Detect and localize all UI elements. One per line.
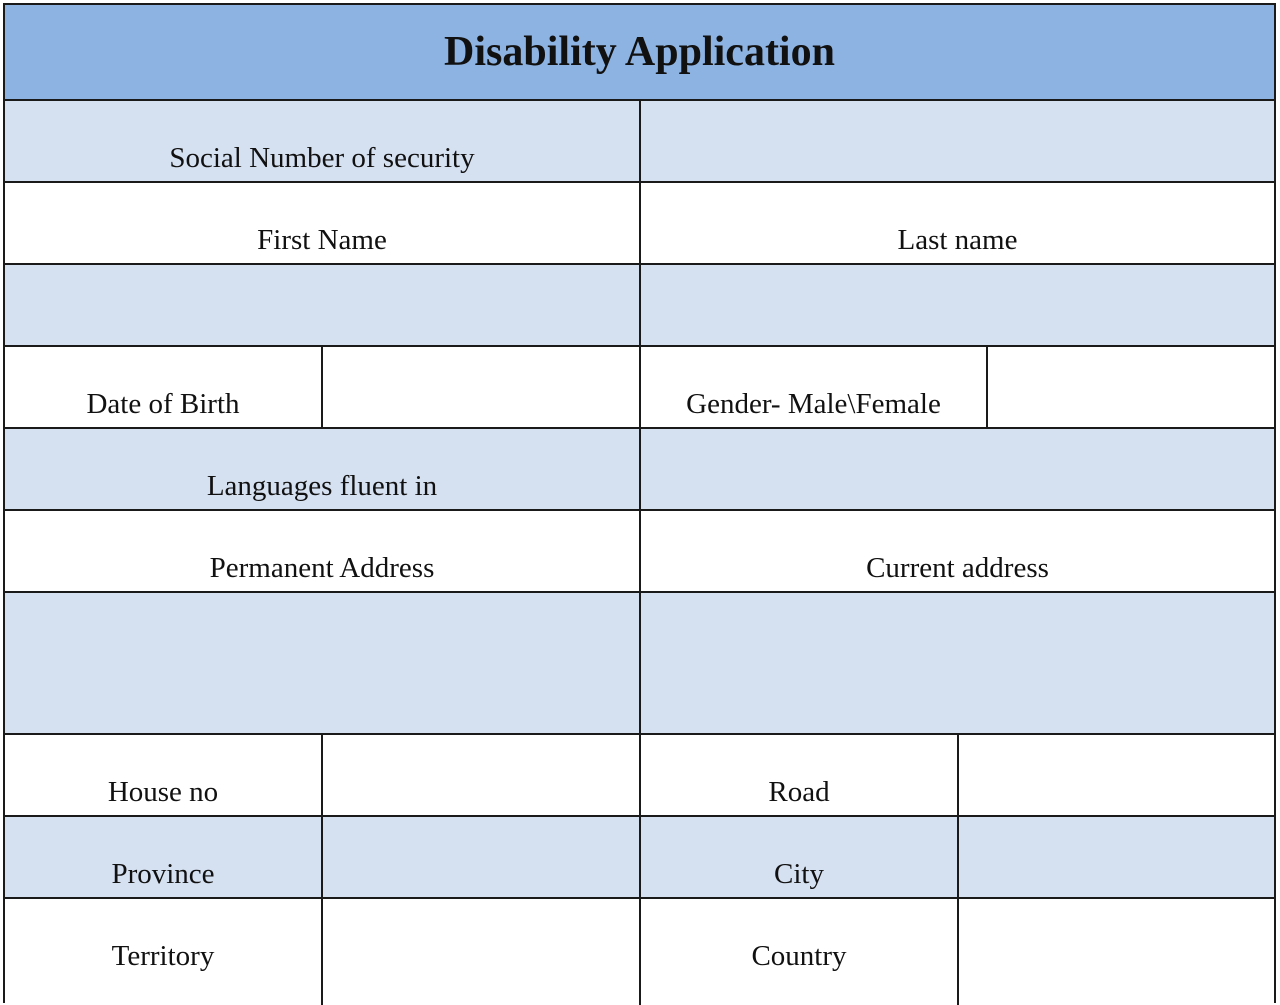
city-input-cell[interactable] xyxy=(959,817,1274,897)
ssn-label: Social Number of security xyxy=(5,101,639,181)
gender-input-cell[interactable] xyxy=(988,347,1274,427)
languages-input-cell[interactable] xyxy=(641,429,1274,509)
last-name-input-cell[interactable] xyxy=(641,265,1274,345)
house-no-input-cell[interactable] xyxy=(323,735,639,815)
province-input-cell[interactable] xyxy=(323,817,639,897)
ssn-input-cell[interactable] xyxy=(641,101,1274,181)
grid-line xyxy=(321,735,323,1005)
permanent-address-input-cell[interactable] xyxy=(5,593,639,733)
grid-line xyxy=(957,735,959,1005)
grid-line xyxy=(986,347,988,427)
city-label: City xyxy=(641,817,957,897)
gender-label: Gender- Male\Female xyxy=(641,347,986,427)
territory-label: Territory xyxy=(5,899,321,979)
country-label: Country xyxy=(641,899,957,979)
dob-input-cell[interactable] xyxy=(323,347,639,427)
country-input-cell[interactable] xyxy=(959,899,1274,979)
territory-input-cell[interactable] xyxy=(323,899,639,979)
grid-line xyxy=(639,101,641,1005)
first-name-label: First Name xyxy=(5,183,639,263)
languages-label: Languages fluent in xyxy=(5,429,639,509)
road-input-cell[interactable] xyxy=(959,735,1274,815)
last-name-label: Last name xyxy=(641,183,1274,263)
permanent-address-label: Permanent Address xyxy=(5,511,639,591)
current-address-input-cell[interactable] xyxy=(641,593,1274,733)
road-label: Road xyxy=(641,735,957,815)
form-title: Disability Application xyxy=(5,5,1274,99)
current-address-label: Current address xyxy=(641,511,1274,591)
first-name-input-cell[interactable] xyxy=(5,265,639,345)
province-label: Province xyxy=(5,817,321,897)
disability-application-form xyxy=(3,3,1276,1003)
grid-line xyxy=(321,347,323,427)
house-no-label: House no xyxy=(5,735,321,815)
dob-label: Date of Birth xyxy=(5,347,321,427)
